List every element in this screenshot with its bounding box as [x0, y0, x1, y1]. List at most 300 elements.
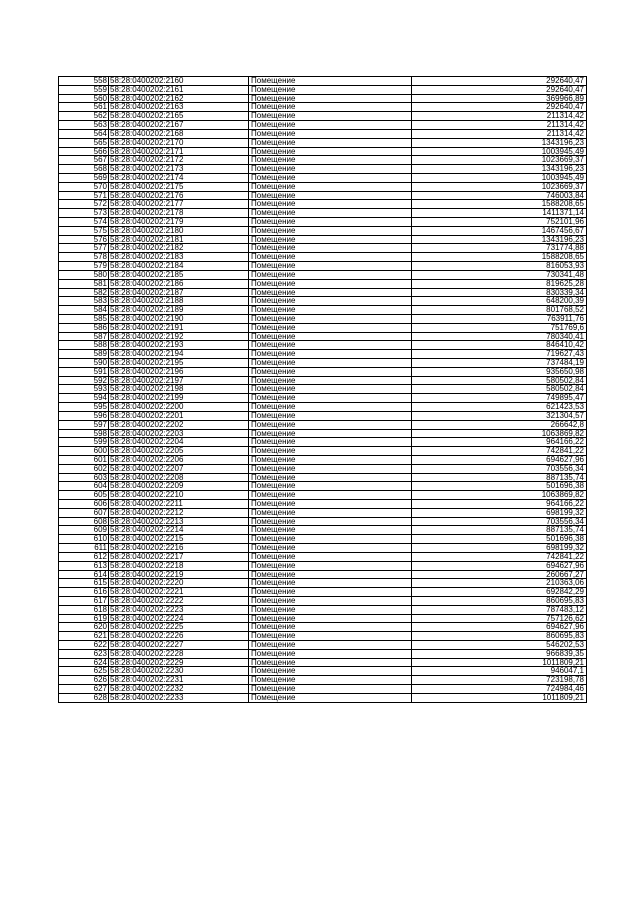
object-type-cell: Помещение: [249, 129, 412, 138]
table-row: [59, 173, 587, 182]
table-row: [59, 649, 587, 658]
table-row: [59, 500, 587, 509]
row-number-cell: 621: [59, 632, 109, 641]
table-row: [59, 226, 587, 235]
table-row: [59, 596, 587, 605]
row-number-cell: 583: [59, 297, 109, 306]
cadastral-number-cell: 58:28:0400202:2198: [109, 385, 249, 394]
row-number-cell: 603: [59, 473, 109, 482]
row-number-cell: 562: [59, 112, 109, 121]
cadastral-number-cell: 58:28:0400202:2203: [109, 429, 249, 438]
cadastral-value-cell: 546202,53: [412, 641, 587, 650]
cadastral-number-cell: 58:28:0400202:2190: [109, 314, 249, 323]
object-type-cell: Помещение: [249, 103, 412, 112]
table-row: [59, 658, 587, 667]
cadastral-number-cell: 58:28:0400202:2177: [109, 200, 249, 209]
row-number-cell: 573: [59, 209, 109, 218]
row-number-cell: 564: [59, 129, 109, 138]
cadastral-number-cell: 58:28:0400202:2168: [109, 129, 249, 138]
row-number-cell: 570: [59, 182, 109, 191]
row-number-cell: 579: [59, 262, 109, 271]
table-row: [59, 473, 587, 482]
cadastral-value-cell: 1343196,23: [412, 165, 587, 174]
row-number-cell: 596: [59, 411, 109, 420]
row-number-cell: 558: [59, 77, 109, 86]
object-type-cell: Помещение: [249, 200, 412, 209]
row-number-cell: 580: [59, 270, 109, 279]
table-row: [59, 323, 587, 332]
object-type-cell: Помещение: [249, 112, 412, 121]
object-type-cell: Помещение: [249, 147, 412, 156]
table-row: [59, 623, 587, 632]
cadastral-number-cell: 58:28:0400202:2196: [109, 367, 249, 376]
cadastral-value-cell: 1063869,82: [412, 429, 587, 438]
table-row: [59, 367, 587, 376]
cadastral-value-cell: 1003945,49: [412, 147, 587, 156]
cadastral-number-cell: 58:28:0400202:2175: [109, 182, 249, 191]
object-type-cell: Помещение: [249, 209, 412, 218]
table-row: [59, 156, 587, 165]
row-number-cell: 586: [59, 323, 109, 332]
table-row: [59, 491, 587, 500]
cadastral-number-cell: 58:28:0400202:2208: [109, 473, 249, 482]
object-type-cell: Помещение: [249, 350, 412, 359]
object-type-cell: Помещение: [249, 297, 412, 306]
object-type-cell: Помещение: [249, 588, 412, 597]
cadastral-number-cell: 58:28:0400202:2180: [109, 226, 249, 235]
cadastral-number-cell: 58:28:0400202:2192: [109, 332, 249, 341]
table-row: [59, 306, 587, 315]
table-row: [59, 588, 587, 597]
cadastral-value-cell: 780340,41: [412, 332, 587, 341]
cadastral-number-cell: 58:28:0400202:2218: [109, 561, 249, 570]
cadastral-value-cell: 1588208,65: [412, 200, 587, 209]
object-type-cell: Помещение: [249, 482, 412, 491]
cadastral-number-cell: 58:28:0400202:2204: [109, 438, 249, 447]
cadastral-number-cell: 58:28:0400202:2206: [109, 455, 249, 464]
row-number-cell: 620: [59, 623, 109, 632]
row-number-cell: 585: [59, 314, 109, 323]
row-number-cell: 622: [59, 641, 109, 650]
row-number-cell: 560: [59, 94, 109, 103]
row-number-cell: 559: [59, 85, 109, 94]
cadastral-number-cell: 58:28:0400202:2189: [109, 306, 249, 315]
table-row: [59, 244, 587, 253]
object-type-cell: Помещение: [249, 385, 412, 394]
table-row: [59, 526, 587, 535]
object-type-cell: Помещение: [249, 570, 412, 579]
table-row: [59, 464, 587, 473]
row-number-cell: 609: [59, 526, 109, 535]
table-row: [59, 570, 587, 579]
row-number-cell: 595: [59, 403, 109, 412]
row-number-cell: 623: [59, 649, 109, 658]
cadastral-number-cell: 58:28:0400202:2170: [109, 138, 249, 147]
row-number-cell: 576: [59, 235, 109, 244]
cadastral-number-cell: 58:28:0400202:2199: [109, 394, 249, 403]
cadastral-number-cell: 58:28:0400202:2178: [109, 209, 249, 218]
cadastral-value-cell: 369966,89: [412, 94, 587, 103]
object-type-cell: Помещение: [249, 614, 412, 623]
row-number-cell: 625: [59, 667, 109, 676]
cadastral-number-cell: 58:28:0400202:2230: [109, 667, 249, 676]
object-type-cell: Помещение: [249, 491, 412, 500]
cadastral-value-cell: 1011809,21: [412, 658, 587, 667]
cadastral-number-cell: 58:28:0400202:2187: [109, 288, 249, 297]
object-type-cell: Помещение: [249, 632, 412, 641]
cadastral-value-cell: 648200,39: [412, 297, 587, 306]
object-type-cell: Помещение: [249, 306, 412, 315]
table-row: [59, 182, 587, 191]
cadastral-value-cell: 830339,34: [412, 288, 587, 297]
row-number-cell: 626: [59, 676, 109, 685]
cadastral-number-cell: 58:28:0400202:2167: [109, 121, 249, 130]
cadastral-value-cell: 746003,84: [412, 191, 587, 200]
object-type-cell: Помещение: [249, 438, 412, 447]
table-row: [59, 605, 587, 614]
cadastral-number-cell: 58:28:0400202:2174: [109, 173, 249, 182]
cadastral-number-cell: 58:28:0400202:2194: [109, 350, 249, 359]
object-type-cell: Помещение: [249, 508, 412, 517]
row-number-cell: 616: [59, 588, 109, 597]
cadastral-number-cell: 58:28:0400202:2207: [109, 464, 249, 473]
cadastral-number-cell: 58:28:0400202:2202: [109, 420, 249, 429]
cadastral-value-cell: 787483,12: [412, 605, 587, 614]
row-number-cell: 581: [59, 279, 109, 288]
cadastral-number-cell: 58:28:0400202:2227: [109, 641, 249, 650]
cadastral-value-cell: 724984,46: [412, 685, 587, 694]
cadastral-number-cell: 58:28:0400202:2197: [109, 376, 249, 385]
row-number-cell: 618: [59, 605, 109, 614]
table-row: [59, 200, 587, 209]
object-type-cell: Помещение: [249, 376, 412, 385]
row-number-cell: 611: [59, 544, 109, 553]
row-number-cell: 613: [59, 561, 109, 570]
row-number-cell: 591: [59, 367, 109, 376]
table-row: [59, 332, 587, 341]
object-type-cell: Помещение: [249, 218, 412, 227]
table-row: [59, 438, 587, 447]
cadastral-value-cell: 1467456,67: [412, 226, 587, 235]
object-type-cell: Помещение: [249, 623, 412, 632]
cadastral-number-cell: 58:28:0400202:2185: [109, 270, 249, 279]
row-number-cell: 594: [59, 394, 109, 403]
row-number-cell: 571: [59, 191, 109, 200]
cadastral-number-cell: 58:28:0400202:2222: [109, 596, 249, 605]
cadastral-number-cell: 58:28:0400202:2205: [109, 447, 249, 456]
cadastral-value-table: [58, 76, 587, 703]
table-row: [59, 420, 587, 429]
table-row: [59, 403, 587, 412]
cadastral-value-cell: 210363,06: [412, 579, 587, 588]
table-row: [59, 508, 587, 517]
cadastral-value-cell: 887135,74: [412, 473, 587, 482]
cadastral-number-cell: 58:28:0400202:2210: [109, 491, 249, 500]
object-type-cell: Помещение: [249, 323, 412, 332]
object-type-cell: Помещение: [249, 535, 412, 544]
row-number-cell: 578: [59, 253, 109, 262]
cadastral-value-cell: 816053,93: [412, 262, 587, 271]
object-type-cell: Помещение: [249, 121, 412, 130]
cadastral-value-cell: 698199,32: [412, 544, 587, 553]
cadastral-value-cell: 621423,53: [412, 403, 587, 412]
object-type-cell: Помещение: [249, 411, 412, 420]
object-type-cell: Помещение: [249, 420, 412, 429]
cadastral-value-cell: 751769,6: [412, 323, 587, 332]
table-body: [59, 77, 587, 703]
cadastral-number-cell: 58:28:0400202:2193: [109, 341, 249, 350]
object-type-cell: Помещение: [249, 676, 412, 685]
cadastral-number-cell: 58:28:0400202:2228: [109, 649, 249, 658]
cadastral-number-cell: 58:28:0400202:2171: [109, 147, 249, 156]
row-number-cell: 598: [59, 429, 109, 438]
cadastral-value-cell: 694627,96: [412, 623, 587, 632]
object-type-cell: Помещение: [249, 314, 412, 323]
object-type-cell: Помещение: [249, 85, 412, 94]
cadastral-number-cell: 58:28:0400202:2162: [109, 94, 249, 103]
cadastral-value-cell: 946047,1: [412, 667, 587, 676]
row-number-cell: 572: [59, 200, 109, 209]
object-type-cell: Помещение: [249, 244, 412, 253]
row-number-cell: 608: [59, 517, 109, 526]
object-type-cell: Помещение: [249, 649, 412, 658]
cadastral-number-cell: 58:28:0400202:2233: [109, 693, 249, 702]
row-number-cell: 575: [59, 226, 109, 235]
row-number-cell: 565: [59, 138, 109, 147]
object-type-cell: Помещение: [249, 173, 412, 182]
cadastral-value-cell: 860695,83: [412, 596, 587, 605]
cadastral-number-cell: 58:28:0400202:2160: [109, 77, 249, 86]
object-type-cell: Помещение: [249, 641, 412, 650]
row-number-cell: 600: [59, 447, 109, 456]
table-row: [59, 314, 587, 323]
object-type-cell: Помещение: [249, 94, 412, 103]
cadastral-value-cell: 763911,76: [412, 314, 587, 323]
table-row: [59, 544, 587, 553]
object-type-cell: Помещение: [249, 367, 412, 376]
object-type-cell: Помещение: [249, 579, 412, 588]
object-type-cell: Помещение: [249, 270, 412, 279]
cadastral-value-cell: 860695,83: [412, 632, 587, 641]
cadastral-value-cell: 211314,42: [412, 129, 587, 138]
object-type-cell: Помещение: [249, 77, 412, 86]
cadastral-value-cell: 321304,57: [412, 411, 587, 420]
row-number-cell: 597: [59, 420, 109, 429]
object-type-cell: Помещение: [249, 288, 412, 297]
object-type-cell: Помещение: [249, 526, 412, 535]
table-row: [59, 262, 587, 271]
cadastral-number-cell: 58:28:0400202:2223: [109, 605, 249, 614]
cadastral-number-cell: 58:28:0400202:2209: [109, 482, 249, 491]
cadastral-number-cell: 58:28:0400202:2232: [109, 685, 249, 694]
cadastral-value-cell: 580502,84: [412, 376, 587, 385]
cadastral-number-cell: 58:28:0400202:2182: [109, 244, 249, 253]
object-type-cell: Помещение: [249, 500, 412, 509]
cadastral-number-cell: 58:28:0400202:2188: [109, 297, 249, 306]
object-type-cell: Помещение: [249, 394, 412, 403]
cadastral-value-cell: 723198,78: [412, 676, 587, 685]
table-row: [59, 288, 587, 297]
table-row: [59, 77, 587, 86]
table-row: [59, 165, 587, 174]
table-row: [59, 103, 587, 112]
cadastral-value-cell: 501696,38: [412, 482, 587, 491]
table-row: [59, 614, 587, 623]
object-type-cell: Помещение: [249, 191, 412, 200]
table-row: [59, 138, 587, 147]
cadastral-value-cell: 292640,47: [412, 77, 587, 86]
cadastral-value-cell: 935650,98: [412, 367, 587, 376]
cadastral-value-cell: 719627,43: [412, 350, 587, 359]
object-type-cell: Помещение: [249, 658, 412, 667]
cadastral-value-cell: 801768,52: [412, 306, 587, 315]
row-number-cell: 592: [59, 376, 109, 385]
object-type-cell: Помещение: [249, 605, 412, 614]
cadastral-value-cell: 694627,96: [412, 561, 587, 570]
object-type-cell: Помещение: [249, 226, 412, 235]
cadastral-number-cell: 58:28:0400202:2186: [109, 279, 249, 288]
object-type-cell: Помещение: [249, 182, 412, 191]
cadastral-number-cell: 58:28:0400202:2191: [109, 323, 249, 332]
cadastral-number-cell: 58:28:0400202:2220: [109, 579, 249, 588]
cadastral-value-cell: 1023669,37: [412, 182, 587, 191]
cadastral-value-cell: 1411371,14: [412, 209, 587, 218]
cadastral-number-cell: 58:28:0400202:2215: [109, 535, 249, 544]
table-row: [59, 632, 587, 641]
cadastral-value-cell: 1343196,23: [412, 138, 587, 147]
cadastral-value-cell: 730341,48: [412, 270, 587, 279]
cadastral-value-cell: 846410,42: [412, 341, 587, 350]
table-row: [59, 129, 587, 138]
cadastral-value-cell: 964166,22: [412, 438, 587, 447]
cadastral-number-cell: 58:28:0400202:2224: [109, 614, 249, 623]
cadastral-number-cell: 58:28:0400202:2200: [109, 403, 249, 412]
row-number-cell: 593: [59, 385, 109, 394]
table-row: [59, 85, 587, 94]
table-row: [59, 535, 587, 544]
cadastral-number-cell: 58:28:0400202:2217: [109, 552, 249, 561]
cadastral-number-cell: 58:28:0400202:2212: [109, 508, 249, 517]
object-type-cell: Помещение: [249, 473, 412, 482]
row-number-cell: 589: [59, 350, 109, 359]
table-row: [59, 447, 587, 456]
table-row: [59, 482, 587, 491]
cadastral-value-cell: 737484,19: [412, 359, 587, 368]
cadastral-value-cell: 742841,22: [412, 552, 587, 561]
table-row: [59, 394, 587, 403]
row-number-cell: 614: [59, 570, 109, 579]
table-row: [59, 253, 587, 262]
table-row: [59, 350, 587, 359]
table-row: [59, 429, 587, 438]
cadastral-number-cell: 58:28:0400202:2221: [109, 588, 249, 597]
cadastral-value-cell: 501696,38: [412, 535, 587, 544]
table-row: [59, 561, 587, 570]
table-row: [59, 693, 587, 702]
row-number-cell: 577: [59, 244, 109, 253]
table-row: [59, 235, 587, 244]
object-type-cell: Помещение: [249, 693, 412, 702]
row-number-cell: 587: [59, 332, 109, 341]
row-number-cell: 628: [59, 693, 109, 702]
cadastral-value-cell: 260667,27: [412, 570, 587, 579]
cadastral-number-cell: 58:28:0400202:2181: [109, 235, 249, 244]
cadastral-number-cell: 58:28:0400202:2179: [109, 218, 249, 227]
cadastral-number-cell: 58:28:0400202:2211: [109, 500, 249, 509]
cadastral-number-cell: 58:28:0400202:2165: [109, 112, 249, 121]
cadastral-number-cell: 58:28:0400202:2172: [109, 156, 249, 165]
cadastral-value-cell: 1588208,65: [412, 253, 587, 262]
table-row: [59, 579, 587, 588]
row-number-cell: 624: [59, 658, 109, 667]
row-number-cell: 566: [59, 147, 109, 156]
cadastral-value-cell: 757126,62: [412, 614, 587, 623]
table-row: [59, 209, 587, 218]
object-type-cell: Помещение: [249, 447, 412, 456]
cadastral-number-cell: 58:28:0400202:2163: [109, 103, 249, 112]
row-number-cell: 604: [59, 482, 109, 491]
row-number-cell: 612: [59, 552, 109, 561]
row-number-cell: 568: [59, 165, 109, 174]
cadastral-value-cell: 1003945,49: [412, 173, 587, 182]
object-type-cell: Помещение: [249, 685, 412, 694]
object-type-cell: Помещение: [249, 517, 412, 526]
table-row: [59, 359, 587, 368]
row-number-cell: 617: [59, 596, 109, 605]
cadastral-number-cell: 58:28:0400202:2201: [109, 411, 249, 420]
table-row: [59, 552, 587, 561]
row-number-cell: 599: [59, 438, 109, 447]
row-number-cell: 605: [59, 491, 109, 500]
cadastral-value-cell: 292640,47: [412, 85, 587, 94]
cadastral-value-cell: 698199,32: [412, 508, 587, 517]
row-number-cell: 561: [59, 103, 109, 112]
object-type-cell: Помещение: [249, 464, 412, 473]
cadastral-value-cell: 266642,8: [412, 420, 587, 429]
row-number-cell: 569: [59, 173, 109, 182]
row-number-cell: 615: [59, 579, 109, 588]
row-number-cell: 588: [59, 341, 109, 350]
row-number-cell: 582: [59, 288, 109, 297]
table-row: [59, 676, 587, 685]
cadastral-value-cell: 742841,22: [412, 447, 587, 456]
object-type-cell: Помещение: [249, 455, 412, 464]
object-type-cell: Помещение: [249, 544, 412, 553]
cadastral-number-cell: 58:28:0400202:2176: [109, 191, 249, 200]
row-number-cell: 606: [59, 500, 109, 509]
object-type-cell: Помещение: [249, 332, 412, 341]
table-row: [59, 121, 587, 130]
cadastral-number-cell: 58:28:0400202:2226: [109, 632, 249, 641]
object-type-cell: Помещение: [249, 262, 412, 271]
cadastral-value-cell: 964166,22: [412, 500, 587, 509]
table-row: [59, 279, 587, 288]
table-row: [59, 517, 587, 526]
object-type-cell: Помещение: [249, 165, 412, 174]
table-row: [59, 191, 587, 200]
table-row: [59, 218, 587, 227]
cadastral-number-cell: 58:28:0400202:2183: [109, 253, 249, 262]
row-number-cell: 607: [59, 508, 109, 517]
cadastral-value-cell: 292640,47: [412, 103, 587, 112]
cadastral-value-cell: 966839,35: [412, 649, 587, 658]
object-type-cell: Помещение: [249, 561, 412, 570]
object-type-cell: Помещение: [249, 156, 412, 165]
cadastral-number-cell: 58:28:0400202:2195: [109, 359, 249, 368]
row-number-cell: 627: [59, 685, 109, 694]
row-number-cell: 567: [59, 156, 109, 165]
cadastral-value-cell: 211314,42: [412, 121, 587, 130]
